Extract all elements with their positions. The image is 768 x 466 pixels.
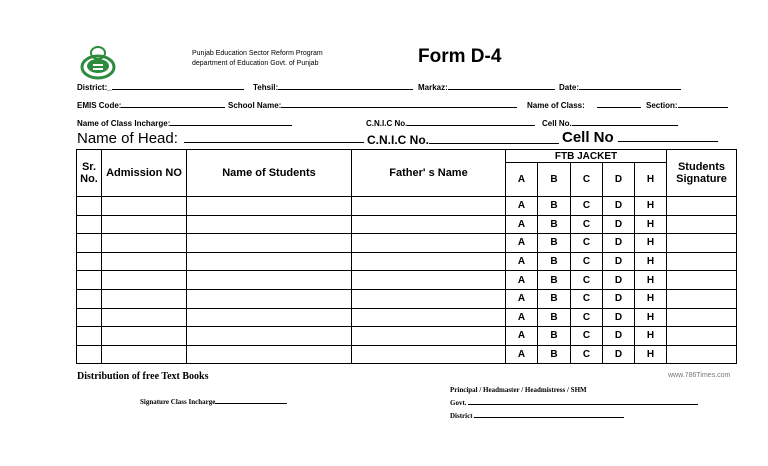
district-sign-field	[450, 410, 698, 423]
tehsil-input-line[interactable]	[278, 82, 413, 90]
student-signature-cell[interactable]	[667, 345, 737, 364]
distribution-title: Distribution of free Text Books	[77, 371, 209, 382]
head-name-input-line[interactable]	[184, 131, 364, 143]
ftb-cell-c[interactable]: C	[571, 289, 603, 308]
ftb-cell-h[interactable]: H	[635, 327, 667, 346]
ftb-cell-a[interactable]: A	[506, 252, 538, 271]
ftb-cell-a[interactable]: A	[506, 345, 538, 364]
ftb-cell-a[interactable]: A	[506, 197, 538, 216]
school-name-label: School Name:	[228, 101, 282, 110]
ftb-cell-d[interactable]: D	[603, 234, 635, 253]
student-signature-cell[interactable]	[667, 308, 737, 327]
head-name-field	[77, 130, 364, 147]
head-cnic-input-line[interactable]	[429, 132, 559, 144]
head-cnic-label: C.N.I.C No.	[367, 133, 429, 147]
admission-no-cell[interactable]	[102, 271, 187, 290]
ftb-cell-a[interactable]: A	[506, 327, 538, 346]
ftb-cell-c[interactable]: C	[571, 271, 603, 290]
program-line-1: Punjab Education Sector Reform Program	[192, 50, 323, 57]
emis-label: EMIS Code:	[77, 101, 122, 110]
district-sign-input-line[interactable]	[474, 411, 624, 418]
class-incharge-field	[77, 118, 292, 128]
ftb-cell-d[interactable]: D	[603, 308, 635, 327]
ftb-cell-h[interactable]: H	[635, 252, 667, 271]
emis-input-line[interactable]	[121, 100, 225, 108]
student-name-header: Name of Students	[187, 150, 352, 197]
father-name-cell[interactable]	[352, 215, 506, 234]
district-sign-label: District	[450, 412, 473, 420]
ftb-cell-a[interactable]: A	[506, 308, 538, 327]
table-row	[77, 289, 737, 308]
govt-label: Govt.	[450, 399, 467, 407]
tehsil-label: Tehsil:	[253, 83, 279, 92]
student-signature-cell[interactable]	[667, 197, 737, 216]
form-title: Form D-4	[418, 46, 502, 67]
punjab-logo	[78, 42, 118, 82]
ftb-cell-b[interactable]: B	[538, 234, 571, 253]
student-name-cell[interactable]	[187, 289, 352, 308]
admission-no-cell[interactable]	[102, 234, 187, 253]
student-name-cell[interactable]	[187, 345, 352, 364]
students-table-body	[77, 197, 737, 364]
head-cell-label: Cell No	[562, 129, 614, 146]
ftb-cell-d[interactable]: D	[603, 345, 635, 364]
student-name-cell[interactable]	[187, 234, 352, 253]
ftb-cell-d[interactable]: D	[603, 289, 635, 308]
tehsil-field	[253, 82, 413, 92]
ftb-cell-a[interactable]: A	[506, 271, 538, 290]
table-row	[77, 234, 737, 253]
ftb-cell-h[interactable]: H	[635, 215, 667, 234]
ftb-cell-a[interactable]: A	[506, 215, 538, 234]
table-row	[77, 345, 737, 364]
ftb-cell-a[interactable]: A	[506, 234, 538, 253]
ftb-cell-b[interactable]: B	[538, 252, 571, 271]
section-input-line[interactable]	[678, 100, 728, 108]
student-name-cell[interactable]	[187, 308, 352, 327]
table-row	[77, 327, 737, 346]
district-input-line[interactable]	[112, 82, 244, 90]
emis-field	[77, 100, 225, 110]
signature-incharge-field	[140, 397, 287, 406]
sr-no-cell[interactable]	[77, 252, 102, 271]
class-input-line[interactable]	[597, 100, 641, 108]
table-row	[77, 197, 737, 216]
ftb-header-h: H	[635, 163, 667, 197]
school-name-field	[228, 100, 517, 110]
students-table	[76, 149, 737, 364]
ftb-cell-h[interactable]: H	[635, 271, 667, 290]
date-field	[559, 82, 681, 92]
markaz-label: Markaz:	[418, 83, 448, 92]
cell-label: Cell No.	[542, 119, 572, 128]
ftb-cell-h[interactable]: H	[635, 234, 667, 253]
class-label: Name of Class:	[527, 101, 585, 110]
student-signature-cell[interactable]	[667, 252, 737, 271]
admission-no-cell[interactable]	[102, 215, 187, 234]
cell-field	[542, 118, 678, 128]
student-signature-header: Students Signature	[667, 150, 737, 197]
student-name-cell[interactable]	[187, 215, 352, 234]
ftb-jacket-header: FTB JACKET	[506, 150, 667, 163]
ftb-header-a: A	[506, 163, 538, 197]
student-name-cell[interactable]	[187, 327, 352, 346]
ftb-cell-b[interactable]: B	[538, 327, 571, 346]
sr-no-cell[interactable]	[77, 234, 102, 253]
father-name-cell[interactable]	[352, 308, 506, 327]
admission-no-cell[interactable]	[102, 289, 187, 308]
head-cell-field	[562, 129, 718, 146]
father-name-header: Father' s Name	[352, 150, 506, 197]
section-field	[646, 100, 728, 110]
markaz-field	[418, 82, 555, 92]
cnic-field	[366, 118, 535, 128]
father-name-cell[interactable]	[352, 234, 506, 253]
district-label: District:_	[77, 83, 112, 92]
sr-no-cell[interactable]	[77, 271, 102, 290]
ftb-cell-c[interactable]: C	[571, 252, 603, 271]
ftb-cell-d[interactable]: D	[603, 252, 635, 271]
ftb-cell-d[interactable]: D	[603, 215, 635, 234]
ftb-cell-b[interactable]: B	[538, 308, 571, 327]
ftb-cell-b[interactable]: B	[538, 197, 571, 216]
admission-no-cell[interactable]	[102, 308, 187, 327]
student-name-cell[interactable]	[187, 271, 352, 290]
sr-no-cell[interactable]	[77, 289, 102, 308]
ftb-header-b: B	[538, 163, 571, 197]
father-name-cell[interactable]	[352, 197, 506, 216]
ftb-cell-c[interactable]: C	[571, 197, 603, 216]
class-field	[527, 100, 641, 110]
table-row	[77, 252, 737, 271]
table-row	[77, 215, 737, 234]
school-name-input-line[interactable]	[281, 100, 517, 108]
sr-no-cell[interactable]	[77, 327, 102, 346]
admission-no-cell[interactable]	[102, 327, 187, 346]
student-signature-cell[interactable]	[667, 289, 737, 308]
ftb-cell-h[interactable]: H	[635, 345, 667, 364]
student-signature-cell[interactable]	[667, 271, 737, 290]
ftb-cell-c[interactable]: C	[571, 308, 603, 327]
student-signature-cell[interactable]	[667, 327, 737, 346]
ftb-header-d: D	[603, 163, 635, 197]
father-name-cell[interactable]	[352, 327, 506, 346]
watermark: www.786Times.com	[668, 372, 731, 379]
ftb-cell-a[interactable]: A	[506, 289, 538, 308]
ftb-cell-b[interactable]: B	[538, 289, 571, 308]
father-name-cell[interactable]	[352, 271, 506, 290]
ftb-cell-d[interactable]: D	[603, 327, 635, 346]
admission-no-cell[interactable]	[102, 345, 187, 364]
ftb-cell-c[interactable]: C	[571, 234, 603, 253]
ftb-cell-h[interactable]: H	[635, 289, 667, 308]
program-name	[192, 49, 323, 69]
principal-title: Principal / Headmaster / Headmistress / SHM	[450, 386, 587, 394]
father-name-cell[interactable]	[352, 252, 506, 271]
student-signature-cell[interactable]	[667, 234, 737, 253]
principal-block	[450, 384, 698, 423]
ftb-cell-d[interactable]: D	[603, 197, 635, 216]
admission-no-cell[interactable]	[102, 252, 187, 271]
district-field	[77, 82, 244, 92]
class-incharge-label: Name of Class Incharge:	[77, 119, 171, 128]
class-incharge-input-line[interactable]	[170, 118, 292, 126]
date-input-line[interactable]	[579, 82, 681, 90]
sr-no-cell[interactable]	[77, 345, 102, 364]
govt-field	[450, 397, 698, 410]
sr-no-cell[interactable]	[77, 215, 102, 234]
head-cnic-field	[367, 132, 559, 147]
section-label: Section:	[646, 101, 678, 110]
govt-input-line[interactable]	[468, 398, 698, 405]
signature-incharge-line[interactable]	[215, 397, 287, 404]
ftb-cell-h[interactable]: H	[635, 197, 667, 216]
signature-incharge-label: Signature Class Incharge	[140, 398, 216, 406]
ftb-cell-b[interactable]: B	[538, 271, 571, 290]
sr-no-cell[interactable]	[77, 308, 102, 327]
ftb-cell-c[interactable]: C	[571, 345, 603, 364]
head-cell-input-line[interactable]	[618, 130, 718, 142]
admission-no-header: Admission NO	[102, 150, 187, 197]
student-signature-cell[interactable]	[667, 215, 737, 234]
ftb-cell-d[interactable]: D	[603, 271, 635, 290]
student-name-cell[interactable]	[187, 252, 352, 271]
program-line-2: department of Education Govt. of Punjab	[192, 60, 319, 67]
sr-no-header: Sr. No.	[77, 150, 102, 197]
cnic-label: C.N.I.C No.	[366, 119, 408, 128]
father-name-cell[interactable]	[352, 345, 506, 364]
markaz-input-line[interactable]	[448, 82, 555, 90]
father-name-cell[interactable]	[352, 289, 506, 308]
ftb-cell-c[interactable]: C	[571, 327, 603, 346]
ftb-cell-h[interactable]: H	[635, 308, 667, 327]
cell-input-line[interactable]	[572, 118, 678, 126]
sr-no-cell[interactable]	[77, 197, 102, 216]
table-row	[77, 308, 737, 327]
date-label: Date:	[559, 83, 580, 92]
ftb-cell-c[interactable]: C	[571, 215, 603, 234]
ftb-cell-b[interactable]: B	[538, 215, 571, 234]
ftb-header-c: C	[571, 163, 603, 197]
table-row	[77, 271, 737, 290]
cnic-input-line[interactable]	[407, 118, 535, 126]
student-name-cell[interactable]	[187, 197, 352, 216]
admission-no-cell[interactable]	[102, 197, 187, 216]
ftb-cell-b[interactable]: B	[538, 345, 571, 364]
head-name-label: Name of Head:	[77, 130, 178, 147]
